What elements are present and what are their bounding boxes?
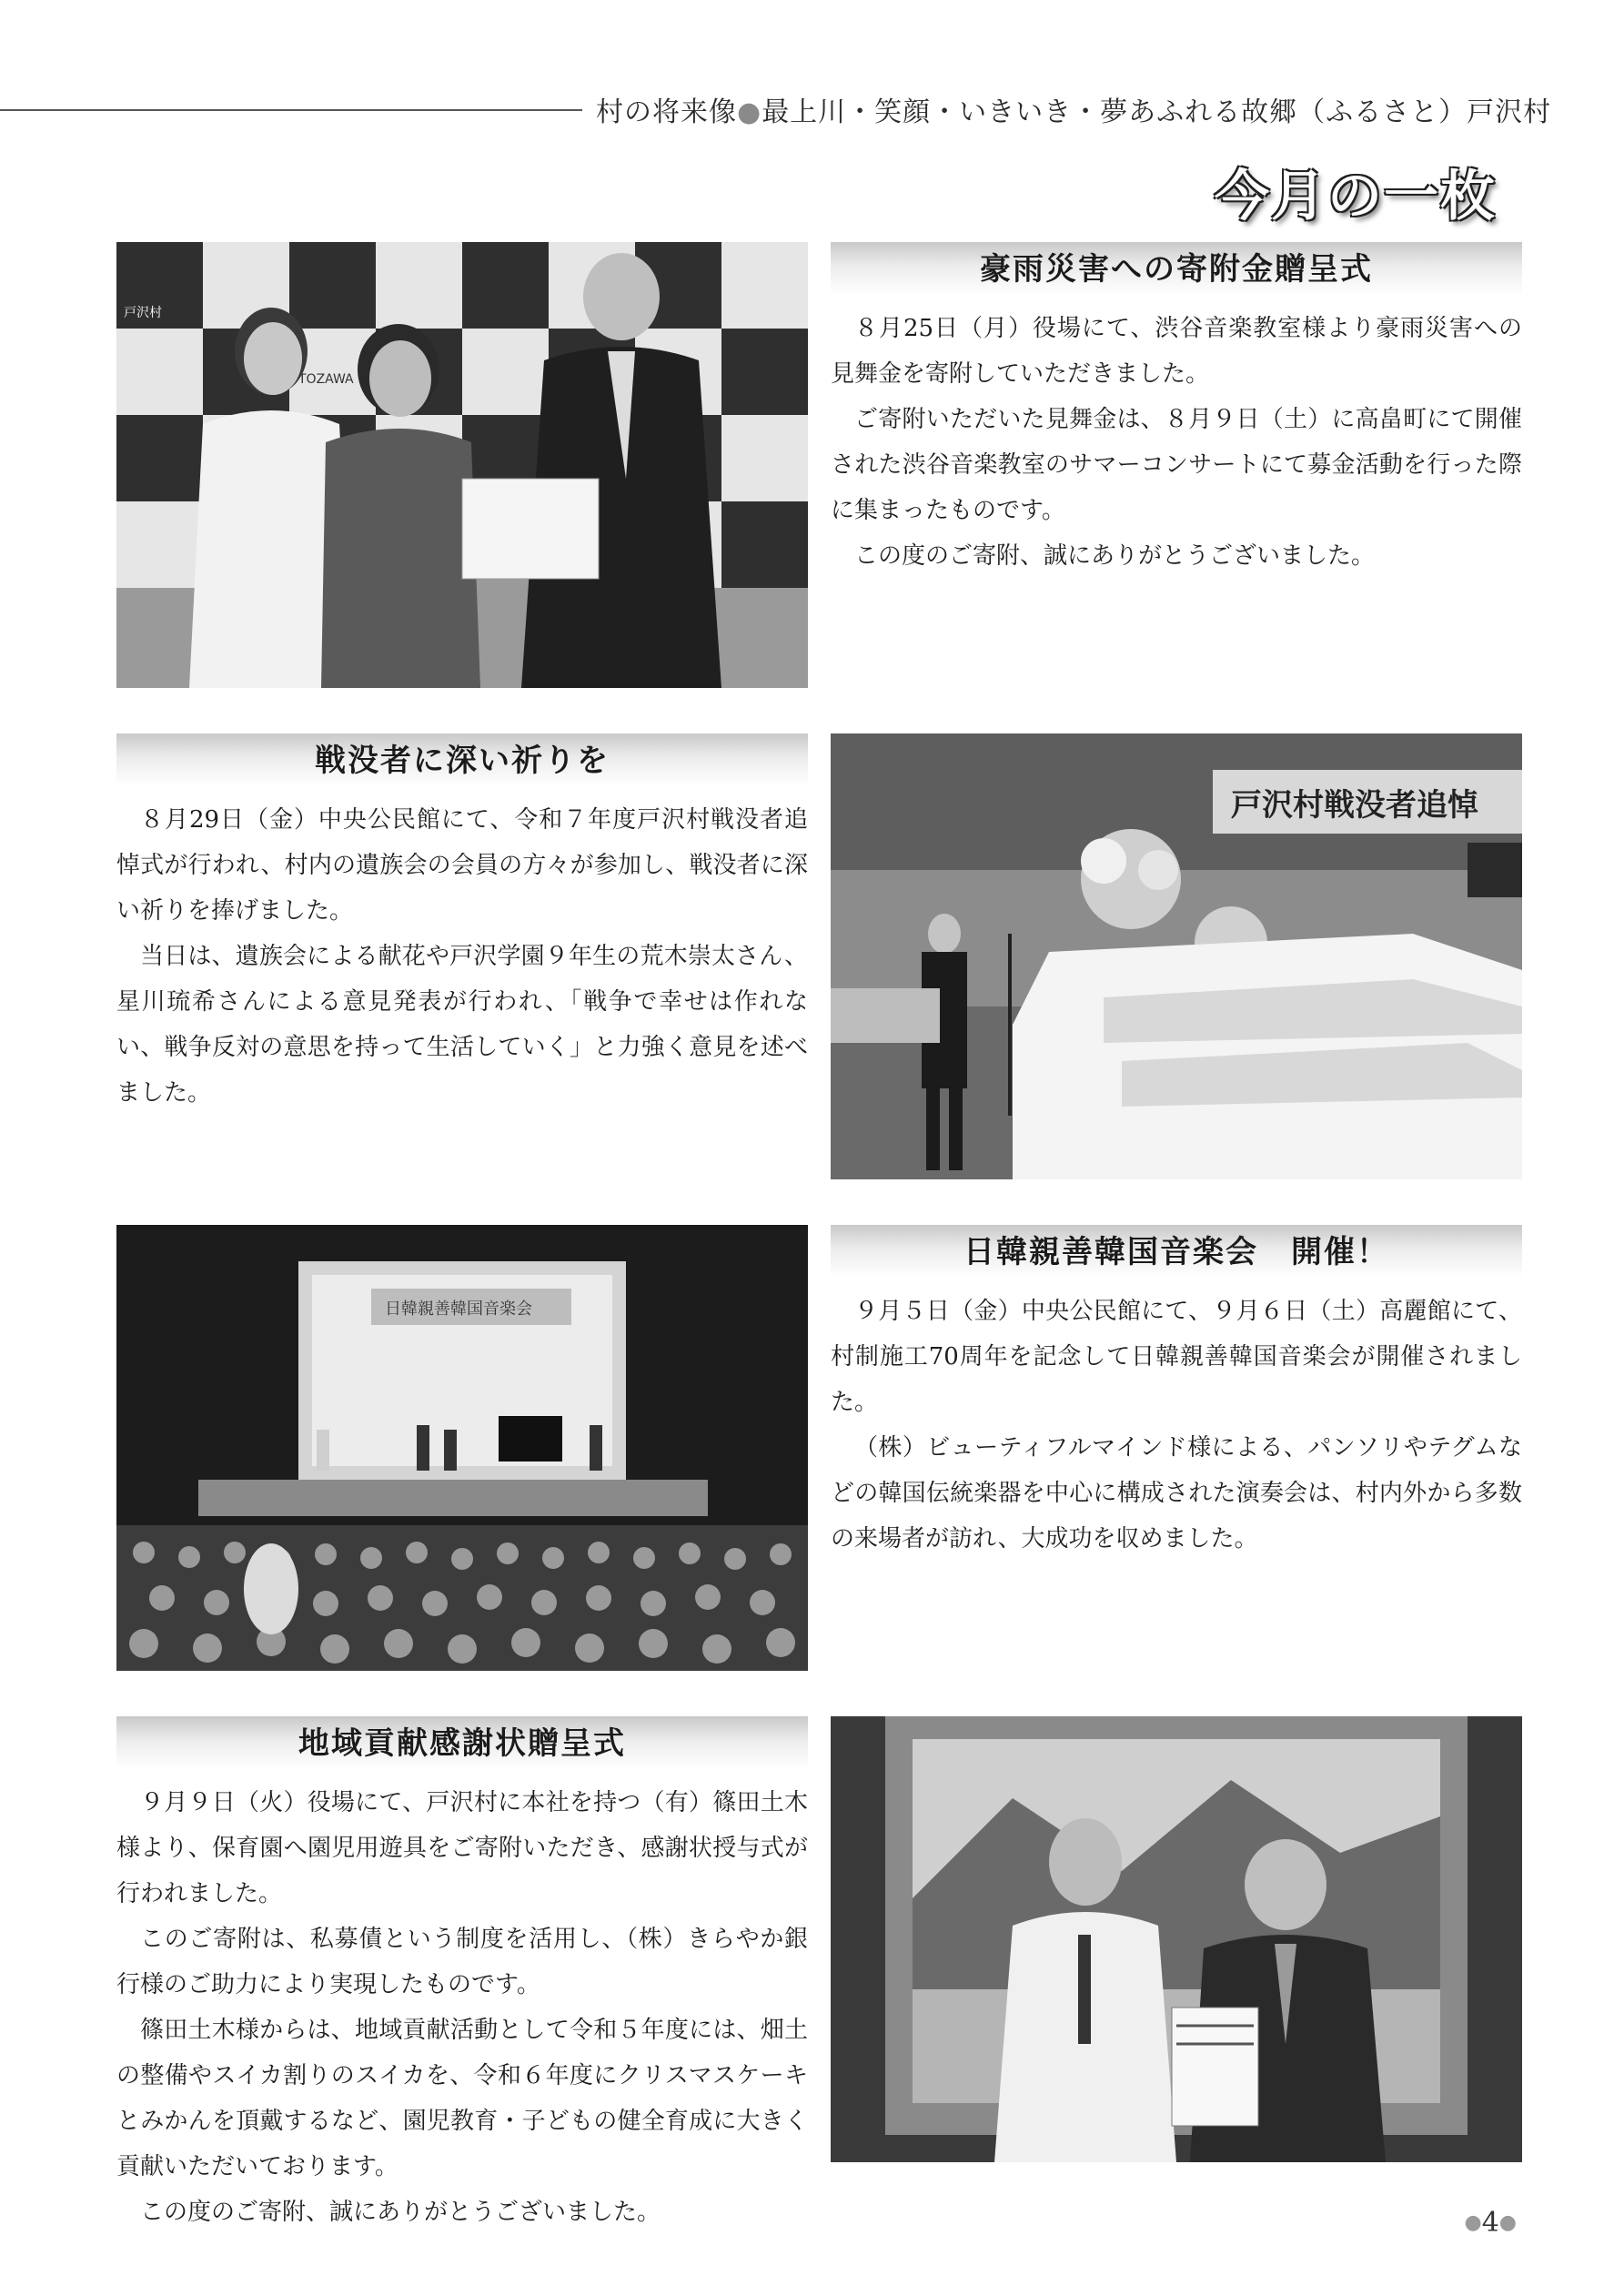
section-banner: 日韓親善韓国音楽会 開催！ — [831, 1225, 1522, 1278]
photo-sign-text: 戸沢村 — [124, 306, 162, 320]
photo-stage-sign-text: 日韓親善韓国音楽会 — [385, 1300, 532, 1319]
article-paragraph: この度のご寄附、誠にありがとうございました。 — [854, 542, 1376, 570]
article-paragraph: この度のご寄附、誠にありがとうございました。 — [140, 2199, 661, 2226]
article-body — [831, 1289, 1522, 1562]
article-paragraph: ９月５日（金）中央公民館にて、９月６日（土）高麗館にて、村制施工70周年を記念して日韓親善韓国音楽会が開催されました。 — [831, 1298, 1522, 1416]
bullet-dot-icon: ● — [737, 96, 762, 128]
photo-sign-text: TOZAWA — [298, 372, 354, 387]
bullet-dot-icon: ● — [1464, 2211, 1482, 2234]
article-paragraph: このご寄附は、私募債という制度を活用し、（株）きらやか銀行様のご助力により実現したものです。 — [116, 1926, 808, 1998]
header-slogan-prefix: 村の将来像 — [596, 96, 737, 128]
article-body — [116, 1780, 808, 2235]
article-paragraph: ９月９日（火）役場にて、戸沢村に本社を持つ（有）篠田土木様より、保育園へ園児用遊具をご寄附いただき、感謝状授与式が行われました。 — [116, 1789, 808, 1907]
article-paragraph: 当日は、遺族会による献花や戸沢学園９年生の荒木崇太さん、星川琉希さんによる意見発表が行われ、「戦争で幸せは作れない、戦争反対の意思を持って生活していく」と力強く意見を述べました。 — [116, 943, 808, 1107]
article-paragraph: （株）ビューティフルマインド様による、パンソリやテグムなどの韓国伝統楽器を中心に構成された演奏会は、村内外から多数の来場者が訪れ、大成功を収めました。 — [831, 1434, 1522, 1553]
article-body — [831, 306, 1522, 579]
article-paragraph: ８月25日（月）役場にて、渋谷音楽教室様より豪雨災害への見舞金を寄附していただきました。 — [831, 315, 1522, 388]
bullet-dot-icon: ● — [1498, 2211, 1517, 2234]
page-number — [1465, 2207, 1518, 2239]
article-body — [116, 797, 808, 1116]
article-paragraph: ８月29日（金）中央公民館にて、令和７年度戸沢村戦没者追悼式が行われ、村内の遺族会の会員の方々が参加し、戦没者に深い祈りを捧げました。 — [116, 806, 808, 925]
photo-concert — [116, 1225, 808, 1671]
header-slogan-text: 最上川・笑顔・いきいき・夢あふれる故郷（ふるさと）戸沢村 — [762, 96, 1552, 128]
section-banner: 地域貢献感謝状贈呈式 — [116, 1716, 808, 1769]
section-banner: 豪雨災害への寄附金贈呈式 — [831, 242, 1522, 295]
page-title: 今月の一枚 — [1215, 165, 1497, 228]
article-paragraph: 篠田土木様からは、地域貢献活動として令和５年度には、畑土の整備やスイカ割りのスイカを、令和６年度にクリスマスケーキとみかんを頂戴するなど、園児教育・子どもの健全育成に大きく貢献いただいております。 — [116, 2017, 808, 2180]
section-banner: 戦没者に深い祈りを — [116, 733, 808, 786]
page-number-value: 4 — [1481, 2207, 1499, 2239]
photo-banner-text: 戸沢村戦没者追悼 — [1231, 787, 1478, 824]
photo-certificate-ceremony — [831, 1716, 1522, 2162]
header-slogan — [596, 89, 1552, 129]
photo-memorial-service — [831, 733, 1522, 1179]
header-rule — [0, 109, 582, 111]
article-paragraph: ご寄附いただいた見舞金は、８月９日（土）に高畠町にて開催された渋谷音楽教室のサマーコンサートにて募金活動を行った際に集まったものです。 — [831, 406, 1522, 524]
photo-donation-ceremony — [116, 242, 808, 688]
